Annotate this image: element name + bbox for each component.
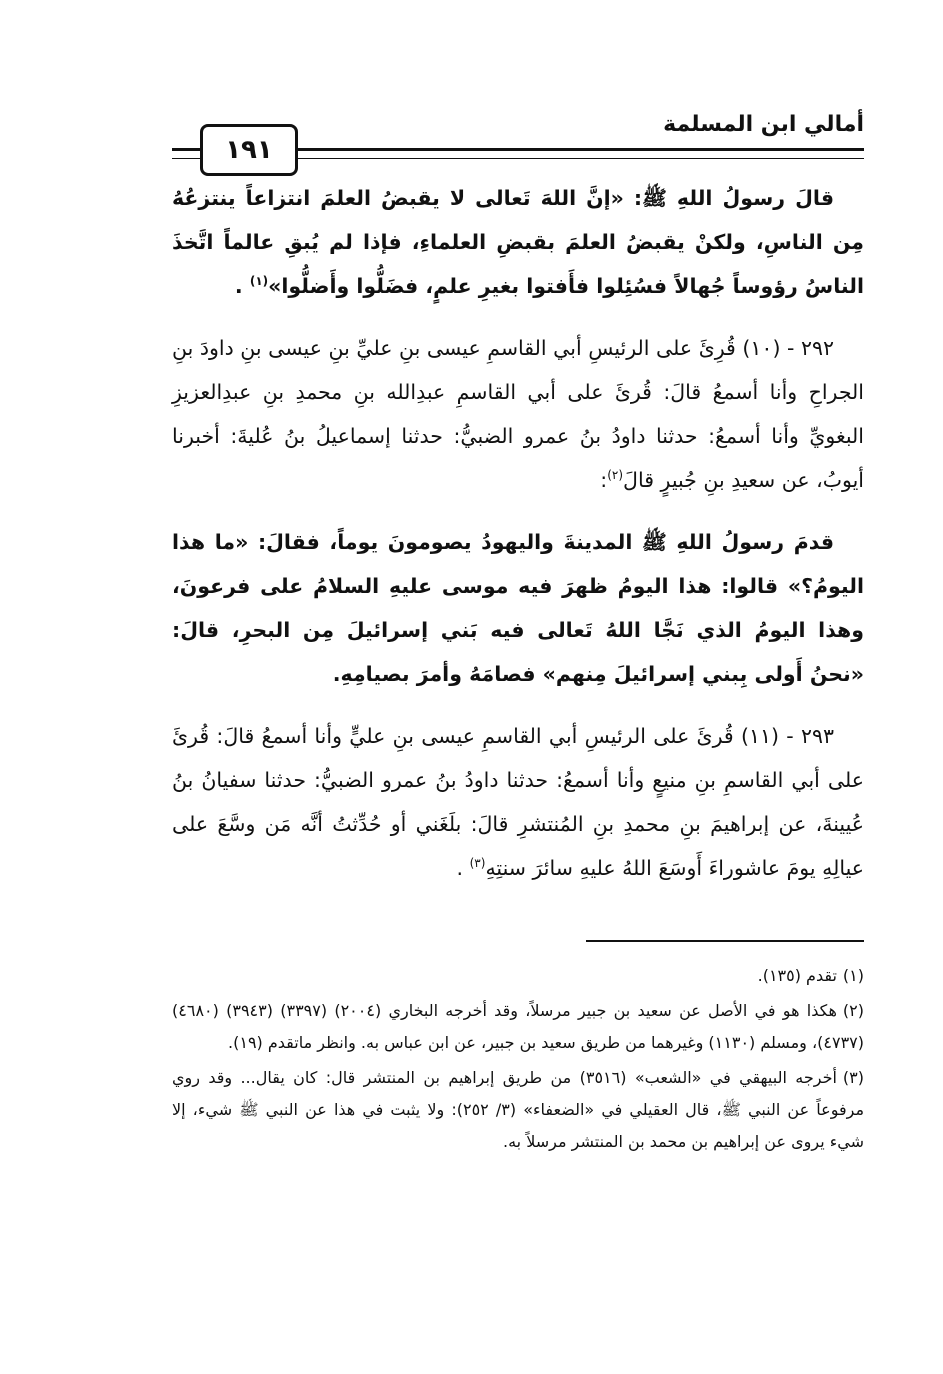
footnote-3: [172, 1062, 864, 1158]
isnad-text-292: ٢٩٢ - (١٠) قُرِئَ على الرئيسِ أبي القاسمِ عيسى بنِ عليِّ بنِ عيسى بنِ داودَ بنِ الجراحِ وأنا أسمعُ قالَ: قُرئَ على أبي القاسمِ عبدِالله بنِ محمدِ بنِ عبدِالعزيزِ البغويِّ وأنا أسمعُ: حدثنا داودُ بنُ عمرو الضبيُّ: حدثنا إسماعيلُ بنُ عُليةَ: أخبرنا أيوبُ، عن سعيدِ بنِ جُبيرٍ قالَ: [172, 336, 864, 492]
paragraph-end-4: .: [456, 856, 464, 880]
paragraph-end-1: .: [234, 274, 243, 298]
hadith-text-1: قالَ رسولُ اللهِ ﷺ: «إنَّ اللهَ تَعالى لا يقبضُ العلمَ انتزاعاً ينتزعُهُ مِن الناسِ، ولكنْ يقبضُ العلمَ بقبضِ العلماءِ، فإذا لم يُبقِ عالماً اتَّخذَ الناسُ رؤوساً جُهالاً فسُئِلوا فأَفتوا بغيرِ علمٍ، فضَلُّوا وأَضلُّوا»: [172, 186, 864, 298]
isnad-text-293: ٢٩٣ - (١١) قُرئَ على الرئيسِ أبي القاسمِ عيسى بنِ عليٍّ وأنا أسمعُ قالَ: قُرئَ على أبي القاسمِ بنِ منيعٍ وأنا أسمعُ: حدثنا داودُ بنُ عمرو الضبيُّ: حدثنا سفيانُ بنُ عُيينةَ، عن إبراهيمَ بنِ محمدِ بنِ المُنتشرِ قالَ: بلَغَني أو حُدِّثتُ أنَّه مَن وسَّعَ على عيالِهِ يومَ عاشوراءَ أَوسَعَ اللهُ عليهِ سائرَ سنتِهِ: [172, 724, 864, 880]
main-text: [172, 176, 864, 908]
footnote-number: (٢): [842, 1001, 864, 1020]
footnote-text: هكذا هو في الأصل عن سعيد بن جبير مرسلاً، وقد أخرجه البخاري (٢٠٠٤) (٣٣٩٧) (٣٩٤٣) (٤٦٨٠) (٤٧٣٧)، ومسلم (١١٣٠) وغيرهما من طريق سعيد بن جبير، عن ابن عباس به. وانظر ماتقدم (١٩).: [172, 1001, 864, 1052]
isnad-paragraph-292: [172, 326, 864, 502]
footnote-1: [172, 960, 864, 992]
running-title: أمالي ابن المسلمة: [663, 112, 864, 137]
footnote-separator: [586, 940, 864, 942]
footnote-2: [172, 995, 864, 1059]
paragraph-end-2: :: [600, 468, 608, 492]
footnote-ref-3: (٣): [469, 856, 486, 871]
footnote-number: (٣): [842, 1068, 864, 1087]
footnote-ref-2: (٢): [607, 468, 624, 483]
hadith-text-2: قدمَ رسولُ اللهِ ﷺ المدينةَ واليهودُ يصومونَ يوماً، فقالَ: «ما هذا اليومُ؟» قالوا: هذا اليومُ ظهرَ فيه موسى عليهِ السلامُ على فرعونَ، وهذا اليومُ الذي نَجَّا اللهُ تَعالى فيه بَني إسرائيلَ مِن البحرِ، قالَ: «نحنُ أَولى بِبني إسرائيلَ مِنهم» فصامَهُ وأمرَ بصيامِهِ.: [172, 530, 864, 686]
page-number: ١٩١: [200, 124, 298, 176]
footnote-text: تقدم (١٣٥).: [757, 966, 837, 985]
hadith-paragraph-1: [172, 176, 864, 308]
footnotes: [172, 960, 864, 1161]
hadith-paragraph-2: [172, 520, 864, 696]
page-header: [172, 112, 864, 172]
isnad-paragraph-293: [172, 714, 864, 890]
footnote-text: أخرجه البيهقي في «الشعب» (٣٥١٦) من طريق إبراهيم بن المنتشر قال: كان يقال... وقد روي مرفوعاً عن النبي ﷺ، قال العقيلي في «الضعفاء» (٣/ ٢٥٢): ولا يثبت في هذا عن النبي ﷺ شيء، إلا شيء يروى عن إبراهيم بن محمد بن المنتشر مرسلاً به.: [172, 1068, 865, 1151]
footnote-number: (١): [842, 966, 864, 985]
footnote-ref-1: (١): [249, 274, 269, 289]
